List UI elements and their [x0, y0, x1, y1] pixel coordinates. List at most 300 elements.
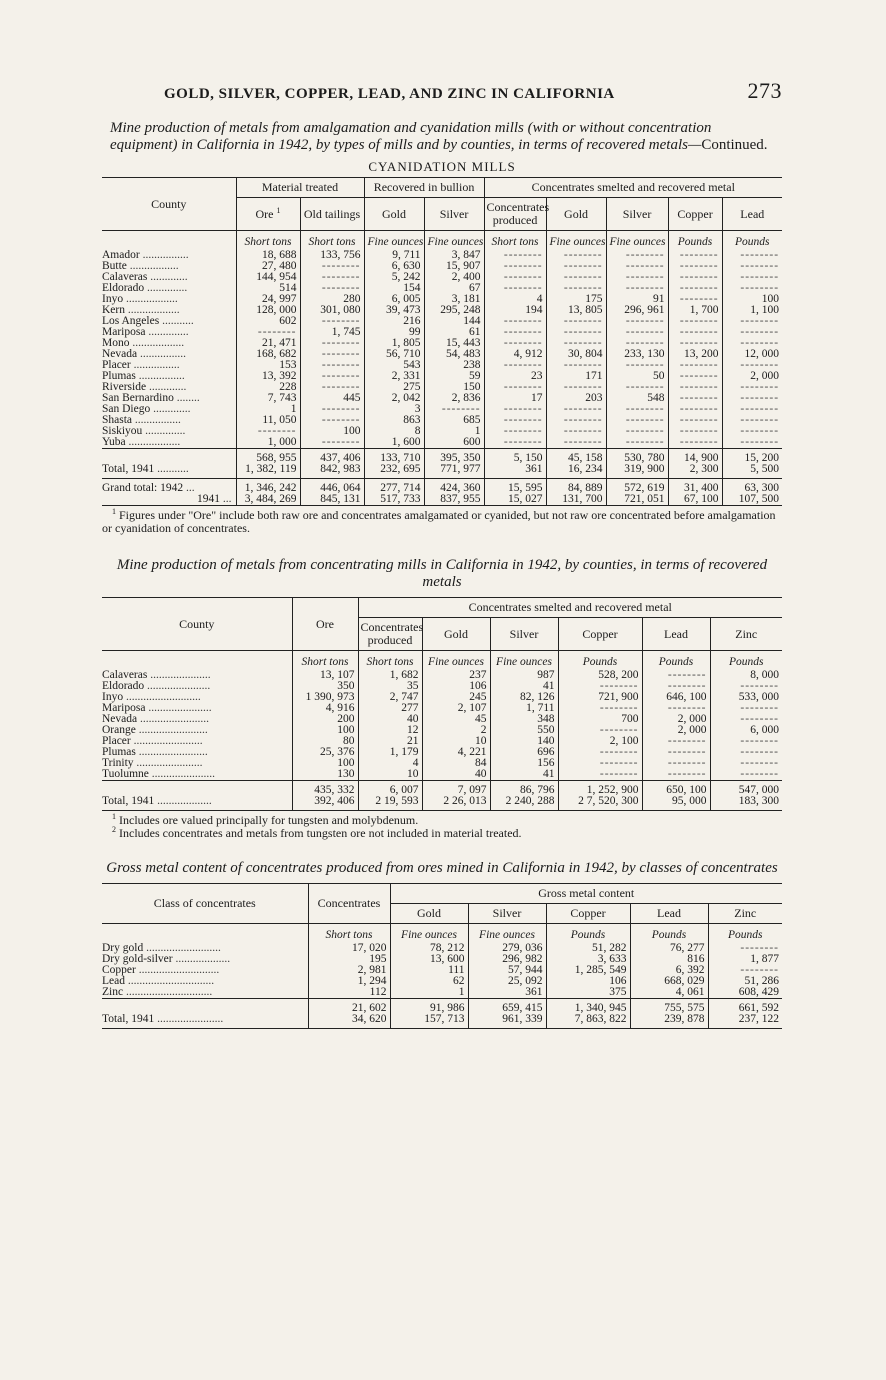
table-cell: 1 [424, 426, 484, 437]
leader-dashes: -------- [740, 271, 780, 283]
table-cell: 237 [422, 670, 490, 681]
leader-dots: ................ [137, 348, 186, 360]
leader-dots: ............................ [135, 964, 220, 976]
table-cell: 1, 700 [668, 305, 722, 316]
row-label-text: Siskiyou [102, 425, 143, 437]
leader-dashes: -------- [625, 403, 665, 415]
leader-dashes: -------- [321, 359, 361, 371]
leader-dots: .................. [129, 337, 185, 349]
leader-dashes: -------- [503, 359, 543, 371]
leader-dots: .............. [145, 326, 189, 338]
table-cell: 100 [300, 426, 364, 437]
table-cell: 156 [490, 758, 558, 769]
leader-dashes: -------- [740, 713, 779, 725]
row-label-text: Calaveras [102, 271, 148, 283]
grand-cell: 572, 619 [606, 479, 668, 495]
table-cell: 13, 200 [668, 349, 722, 360]
table-cell: 24, 997 [236, 294, 300, 305]
grand-cell: 107, 500 [722, 494, 782, 506]
leader-dashes: -------- [599, 768, 639, 780]
leader-dashes: -------- [599, 680, 639, 692]
unit-label: Fine ounces [422, 651, 490, 671]
unit-label: Short tons [300, 231, 364, 251]
row-label-text: San Diego [102, 403, 151, 415]
row-label [102, 437, 236, 449]
leader-dashes: -------- [563, 403, 603, 415]
unit-label: Pounds [558, 651, 642, 671]
table-cell: 35 [358, 681, 422, 692]
total-cell: 961, 339 [468, 1014, 546, 1029]
t1-head-bullion-gold: Gold [364, 198, 424, 231]
leader-dots: .......................... [123, 691, 201, 703]
leader-dashes: -------- [679, 414, 719, 426]
units-spacer [102, 231, 236, 251]
leader-dots: ................... [172, 953, 231, 965]
grand-cell: 1, 346, 242 [236, 479, 300, 495]
table-cell: 100 [292, 758, 358, 769]
table-cell: 696 [490, 747, 558, 758]
row-label-text: Yuba [102, 436, 126, 448]
leader-dots: ....................... [133, 757, 203, 769]
running-head [164, 78, 782, 104]
table2-concentrating [102, 597, 782, 811]
t1-head-conc-gold: Gold [546, 198, 606, 231]
leader-dashes: -------- [679, 436, 719, 448]
leader-dashes: -------- [563, 436, 603, 448]
table-cell: 12 [358, 725, 422, 736]
page-number: 273 [747, 78, 782, 103]
leader-dots: ................ [132, 414, 181, 426]
table-cell: 548 [606, 393, 668, 404]
table-cell: 56, 710 [364, 349, 424, 360]
unit-label: Short tons [236, 231, 300, 251]
table-cell: 17 [484, 393, 546, 404]
sum-cell: 133, 710 [364, 449, 424, 465]
t1-head-bullion: Recovered in bullion [364, 178, 484, 198]
total-cell: 2 26, 013 [422, 796, 490, 811]
leader-dashes: -------- [321, 337, 361, 349]
leader-dashes: -------- [321, 403, 361, 415]
t3-head-zinc: Zinc [708, 904, 782, 924]
leader-dots: ... [220, 493, 232, 505]
unit-label: Fine ounces [546, 231, 606, 251]
grand-cell: 131, 700 [546, 494, 606, 506]
table-cell: 2, 400 [424, 272, 484, 283]
leader-dashes: -------- [563, 414, 603, 426]
units-spacer [102, 651, 292, 671]
leader-dots: ........................ [130, 735, 203, 747]
table-cell: 67 [424, 283, 484, 294]
total-cell: 34, 620 [308, 1014, 390, 1029]
row-label-text: Kern [102, 304, 125, 316]
sum-cell: 437, 406 [300, 449, 364, 465]
unit-label: Pounds [668, 231, 722, 251]
leader-dashes: -------- [740, 425, 780, 437]
unit-label: Short tons [308, 924, 390, 944]
leader-dashes: -------- [740, 735, 779, 747]
grand-cell: 15, 595 [484, 479, 546, 495]
leader-dashes: -------- [257, 425, 297, 437]
leader-dashes: -------- [503, 337, 543, 349]
table-cell: 3, 847 [424, 250, 484, 261]
leader-dashes: -------- [625, 249, 665, 261]
leader-dashes: -------- [503, 403, 543, 415]
sum-cell: 755, 575 [630, 999, 708, 1015]
leader-dashes: -------- [740, 436, 780, 448]
leader-dashes: -------- [625, 359, 665, 371]
table-cell: 275 [364, 382, 424, 393]
table-cell: 2 [422, 725, 490, 736]
unit-label: Fine ounces [424, 231, 484, 251]
leader-dots: ........... [159, 315, 194, 327]
leader-dashes: -------- [740, 282, 780, 294]
total-1941-row [102, 796, 782, 811]
table-cell: 39, 473 [364, 305, 424, 316]
t1-head-material: Material treated [236, 178, 364, 198]
leader-dashes: -------- [625, 271, 665, 283]
total-cell: 16, 234 [546, 464, 606, 479]
leader-dashes: -------- [563, 425, 603, 437]
table-cell: 54, 483 [424, 349, 484, 360]
leader-dashes: -------- [321, 348, 361, 360]
leader-dashes: -------- [625, 425, 665, 437]
sum-cell: 14, 900 [668, 449, 722, 465]
leader-dots: .................. [125, 304, 180, 316]
leader-dashes: -------- [679, 315, 719, 327]
total-1941-label [102, 464, 236, 479]
leader-dashes: -------- [740, 680, 779, 692]
total-cell: 2 19, 593 [358, 796, 422, 811]
table-cell: 646, 100 [642, 692, 710, 703]
empty-cell [642, 769, 710, 781]
t3-head-gold: Gold [390, 904, 468, 924]
leader-dashes: -------- [740, 942, 780, 954]
leader-dots: .............................. [124, 975, 215, 987]
row-label-text: Placer [102, 359, 131, 371]
grand-cell: 84, 889 [546, 479, 606, 495]
empty-cell [722, 437, 782, 449]
table1-caption-continued: Continued. [701, 137, 768, 153]
t1-head-old-tailings: Old tailings [300, 198, 364, 231]
table-cell: 140 [490, 736, 558, 747]
empty-cell [710, 769, 782, 781]
total-1941-row [102, 464, 782, 479]
table-cell: 1 [236, 404, 300, 415]
unit-label: Short tons [292, 651, 358, 671]
leader-dashes: -------- [740, 964, 780, 976]
table-cell: 279, 036 [468, 943, 546, 954]
table-cell: 78, 212 [390, 943, 468, 954]
table-cell: 1, 711 [490, 703, 558, 714]
leader-dashes: -------- [503, 282, 543, 294]
table-cell: 51, 282 [546, 943, 630, 954]
table-cell: 685 [424, 415, 484, 426]
row-label-text: San Bernardino [102, 392, 174, 404]
table-cell: 150 [424, 382, 484, 393]
unit-label: Fine ounces [390, 924, 468, 944]
leader-dashes: -------- [503, 249, 543, 261]
grand-cell: 845, 131 [300, 494, 364, 506]
t2-head-gold: Gold [422, 618, 490, 651]
unit-label: Pounds [630, 924, 708, 944]
t2-head-county: County [102, 598, 292, 651]
table-cell: 50 [606, 371, 668, 382]
t2-footnote1-text: Includes ore valued principally for tungsten and molybdenum. [119, 813, 419, 827]
leader-dashes: -------- [321, 370, 361, 382]
t3-head-copper: Copper [546, 904, 630, 924]
table-cell: 130 [292, 769, 358, 781]
leader-dots: .............. [142, 425, 186, 437]
table-cell: 3 [364, 404, 424, 415]
empty-cell [558, 769, 642, 781]
table-cell: 15, 443 [424, 338, 484, 349]
table-cell: 62 [390, 976, 468, 987]
total-1941-row [102, 1014, 782, 1029]
t1-head-concentrates: Concentrates smelted and recovered metal [484, 178, 782, 198]
leader-dots: ..................... [147, 669, 211, 681]
table-cell: 200 [292, 714, 358, 725]
table-cell: 82, 126 [490, 692, 558, 703]
leader-dashes: -------- [563, 282, 603, 294]
table-cell: 17, 020 [308, 943, 390, 954]
total-cell: 232, 695 [364, 464, 424, 479]
leader-dots: ... [183, 482, 195, 494]
total-cell: 239, 878 [630, 1014, 708, 1029]
sum-label [102, 999, 308, 1015]
grand-cell: 15, 027 [484, 494, 546, 506]
leader-dashes: -------- [321, 260, 361, 272]
total-cell: 2 7, 520, 300 [558, 796, 642, 811]
leader-dashes: -------- [667, 702, 707, 714]
leader-dashes: -------- [740, 392, 780, 404]
empty-cell [484, 437, 546, 449]
total-cell: 2 240, 288 [490, 796, 558, 811]
table-cell: 40 [358, 714, 422, 725]
table-cell: 277 [358, 703, 422, 714]
sum-row [102, 449, 782, 465]
row-label-text: Eldorado [102, 680, 145, 692]
table1-subhead: CYANIDATION MILLS [368, 159, 516, 174]
table-cell: 4 [484, 294, 546, 305]
leader-dashes: -------- [667, 746, 707, 758]
table-cell: 128, 000 [236, 305, 300, 316]
grand-1941-text: 1941 [197, 493, 220, 505]
table-cell: 533, 000 [710, 692, 782, 703]
leader-dashes: -------- [667, 768, 707, 780]
sum-cell: 6, 007 [358, 781, 422, 797]
table-cell: 301, 080 [300, 305, 364, 316]
table-row [102, 987, 782, 999]
sum-cell: 1, 340, 945 [546, 999, 630, 1015]
table-cell: 57, 944 [468, 965, 546, 976]
leader-dashes: -------- [625, 282, 665, 294]
table-cell: 13, 600 [390, 954, 468, 965]
row-label [102, 769, 292, 781]
table-cell: 144 [424, 316, 484, 327]
table-cell: 6, 000 [710, 725, 782, 736]
table-cell: 2, 981 [308, 965, 390, 976]
table-cell: 13, 107 [292, 670, 358, 681]
empty-cell [300, 437, 364, 449]
leader-dashes: -------- [740, 315, 780, 327]
table-cell: 721, 900 [558, 692, 642, 703]
table-cell: 2, 100 [558, 736, 642, 747]
table-cell: 80 [292, 736, 358, 747]
empty-cell [546, 437, 606, 449]
table-cell: 361 [468, 987, 546, 999]
sum-cell: 86, 796 [490, 781, 558, 797]
row-label-text: Amador [102, 249, 140, 261]
table1-caption [102, 120, 782, 154]
row-label-text: Plumas [102, 746, 136, 758]
leader-dashes: -------- [563, 315, 603, 327]
table-cell: 700 [558, 714, 642, 725]
row-label-text: Orange [102, 724, 136, 736]
sum-cell: 659, 415 [468, 999, 546, 1015]
table-cell: 2, 836 [424, 393, 484, 404]
leader-dashes: -------- [667, 680, 707, 692]
t1-head-county: County [102, 178, 236, 231]
leader-dashes: -------- [625, 436, 665, 448]
leader-dashes: -------- [321, 315, 361, 327]
table-cell: 8 [364, 426, 424, 437]
grand-cell: 446, 064 [300, 479, 364, 495]
leader-dots: ...................... [144, 680, 211, 692]
leader-dashes: -------- [625, 414, 665, 426]
table-cell: 295, 248 [424, 305, 484, 316]
leader-dashes: -------- [740, 768, 779, 780]
total-1941-text: Total, 1941 [102, 463, 155, 475]
leader-dots: ................. [126, 260, 179, 272]
table-cell: 59 [424, 371, 484, 382]
leader-dots: .......................... [143, 942, 221, 954]
table-cell: 2, 331 [364, 371, 424, 382]
table-cell: 350 [292, 681, 358, 692]
leader-dashes: -------- [563, 271, 603, 283]
table-cell: 1, 179 [358, 747, 422, 758]
units-spacer [102, 924, 308, 944]
table-row [102, 437, 782, 449]
unit-label: Fine ounces [364, 231, 424, 251]
table-cell: 15, 907 [424, 261, 484, 272]
table-cell: 4, 912 [484, 349, 546, 360]
table-cell: 2, 747 [358, 692, 422, 703]
t1-head-copper: Copper [668, 198, 722, 231]
table3-gross-content [102, 883, 782, 1029]
leader-dashes: -------- [503, 436, 543, 448]
row-label-text: Los Angeles [102, 315, 160, 327]
table-cell: 91 [606, 294, 668, 305]
table-cell: 348 [490, 714, 558, 725]
total-cell: 1, 382, 119 [236, 464, 300, 479]
unit-label: Short tons [484, 231, 546, 251]
leader-dashes: -------- [563, 381, 603, 393]
table-cell: 2, 000 [642, 714, 710, 725]
grand-cell: 721, 051 [606, 494, 668, 506]
grand-cell: 517, 733 [364, 494, 424, 506]
leader-dashes: -------- [740, 414, 780, 426]
total-cell: 2, 300 [668, 464, 722, 479]
table-cell: 2, 107 [422, 703, 490, 714]
table-cell: 543 [364, 360, 424, 371]
leader-dashes: -------- [599, 724, 639, 736]
table-cell: 280 [300, 294, 364, 305]
t1-footnote-text: Figures under "Ore" include both raw ore and concentrates amalgamated or cyanided, but not raw ore concentrated before amalgamation or cyanidation of concentrates. [102, 508, 776, 535]
leader-dashes: -------- [563, 359, 603, 371]
table-cell: 99 [364, 327, 424, 338]
table-cell: 296, 982 [468, 954, 546, 965]
table-cell: 1 390, 973 [292, 692, 358, 703]
row-label-text: Riverside [102, 381, 147, 393]
total-cell: 392, 406 [292, 796, 358, 811]
row-label-text: Nevada [102, 348, 138, 360]
t2-head-ore: Ore [292, 598, 358, 651]
sum-cell: 435, 332 [292, 781, 358, 797]
total-cell: 842, 983 [300, 464, 364, 479]
table-cell: 528, 200 [558, 670, 642, 681]
t3-head-class: Class of concentrates [102, 884, 308, 924]
leader-dashes: -------- [563, 326, 603, 338]
table-row [102, 338, 782, 349]
t2-head-conc-produced: Concentrates produced [358, 618, 422, 651]
leader-dots: .................. [125, 436, 181, 448]
grand-cell: 424, 360 [424, 479, 484, 495]
grand-cell: 3, 484, 269 [236, 494, 300, 506]
row-label-text: Dry gold [102, 942, 144, 954]
table-cell: 245 [422, 692, 490, 703]
row-label-text: Mariposa [102, 326, 146, 338]
total-cell: 237, 122 [708, 1014, 782, 1029]
total-cell: 319, 900 [606, 464, 668, 479]
sum-row [102, 781, 782, 797]
sum-row [102, 999, 782, 1015]
table3-units-row [102, 924, 782, 944]
table-cell: 12, 000 [722, 349, 782, 360]
table-cell: 51, 286 [708, 976, 782, 987]
table-cell: 4, 221 [422, 747, 490, 758]
table-cell: 84 [422, 758, 490, 769]
unit-label: Pounds [708, 924, 782, 944]
table-cell: 41 [490, 681, 558, 692]
table2-footnotes [102, 814, 782, 840]
row-label-text: Dry gold-silver [102, 953, 173, 965]
leader-dots: ................ [130, 359, 180, 371]
leader-dashes: -------- [503, 271, 543, 283]
leader-dots: ...................... [145, 702, 212, 714]
leader-dashes: -------- [563, 337, 603, 349]
row-label-text: Lead [102, 975, 125, 987]
leader-dashes: -------- [625, 315, 665, 327]
table-cell: 25, 376 [292, 747, 358, 758]
table-cell: 10 [422, 736, 490, 747]
table-cell: 550 [490, 725, 558, 736]
leader-dashes: -------- [625, 260, 665, 272]
grand-cell: 63, 300 [722, 479, 782, 495]
table-cell: 216 [364, 316, 424, 327]
unit-label: Short tons [358, 651, 422, 671]
table-cell: 1, 000 [236, 437, 300, 449]
leader-dashes: -------- [679, 260, 719, 272]
table-cell: 1, 600 [364, 437, 424, 449]
table-cell: 2, 000 [642, 725, 710, 736]
table-cell: 21, 471 [236, 338, 300, 349]
running-title: GOLD, SILVER, COPPER, LEAD, AND ZINC IN CALIFORNIA [164, 86, 615, 102]
leader-dots: ............. [150, 403, 191, 415]
table-cell: 2, 042 [364, 393, 424, 404]
table-cell: 25, 092 [468, 976, 546, 987]
row-label-text: Placer [102, 735, 131, 747]
grand-total-label [102, 479, 236, 495]
